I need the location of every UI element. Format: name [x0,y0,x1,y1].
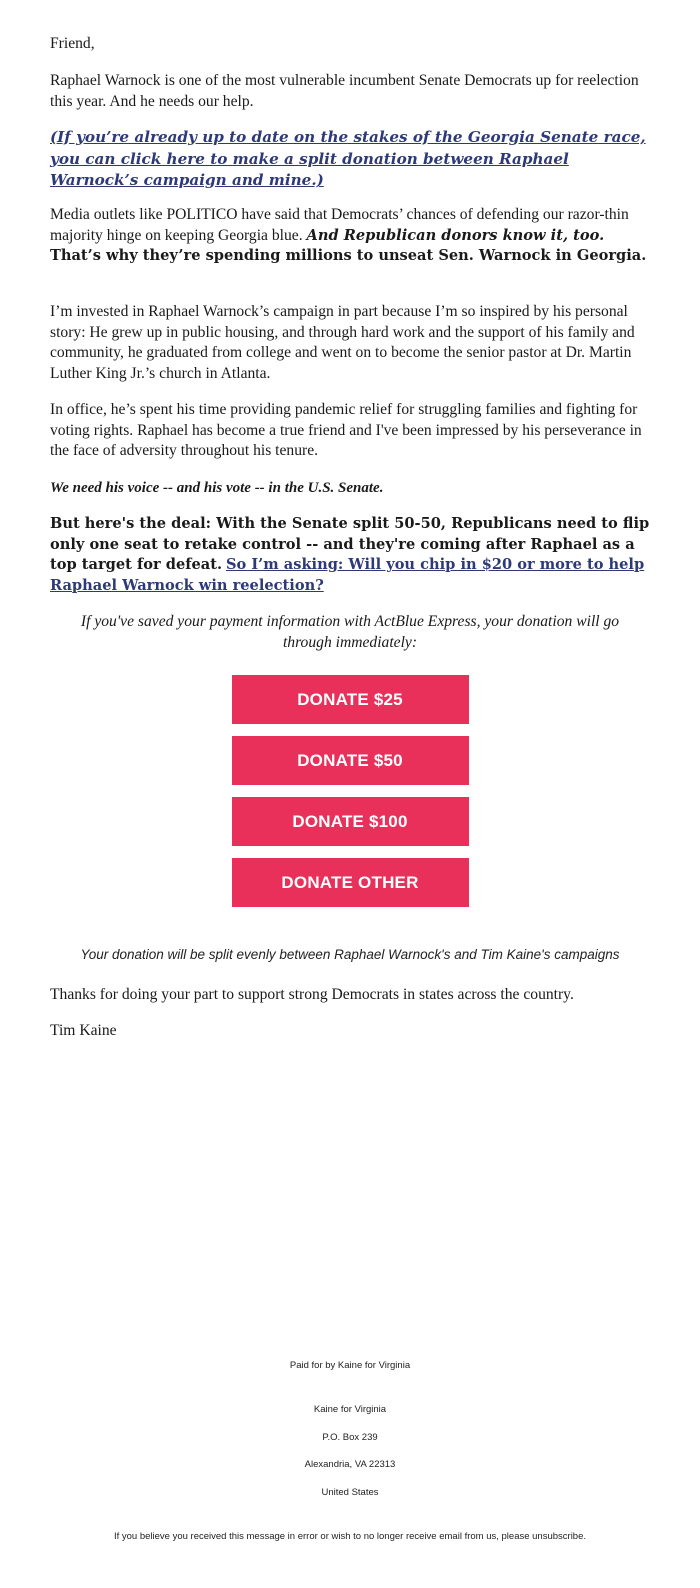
unsubscribe-line[interactable]: If you believe you received this message in error or wish to no longer receive email from us, please unsubscribe. [113,1531,587,1542]
donate-50-button[interactable]: DONATE $50 [232,736,469,785]
intro-paragraph: Raphael Warnock is one of the most vulnerable incumbent Senate Democrats up for reelection this year. And he needs our help. [50,72,639,110]
personal-story-paragraph: I’m invested in Raphael Warnock’s campaign in part because I’m so inspired by his personal story: He grew up in public housing, and through hard work and the support of his family and community, he graduated from college and went on to become the senior pastor at Dr. Martin Luther King Jr.’s church in Atlanta. [50,303,635,382]
thanks-paragraph: Thanks for doing your part to support strong Democrats in states across the country. [50,986,574,1003]
deal-text: But here's the deal: With the Senate split 50-50, Republicans need to flip only one seat to retake control -- and they're coming after Raphael as a top target for defeat. [50,515,650,574]
split-evenly-note: Your donation will be split evenly between Raphael Warnock's and Tim Kaine's campaigns [80,947,620,962]
donate-other-button[interactable]: DONATE OTHER [232,858,469,907]
chip-in-link[interactable]: So I’m asking: Will you chip in $20 or more to help Raphael Warnock win reelection? [50,556,645,594]
donate-buttons [0,675,700,907]
split-donation-link[interactable]: (If you’re already up to date on the stakes of the Georgia Senate race, you can click here to make a split donation between Raphael Warnock’s campaign and mine.) [50,128,646,190]
deal-paragraph [50,514,650,596]
donate-100-button[interactable]: DONATE $100 [232,797,469,846]
paid-for-line: Paid for by Kaine for Virginia [289,1360,411,1371]
media-text: Media outlets like POLITICO have said that Democrats’ chances of defending our razor-thin majority hinge on keeping Georgia blue. [50,206,629,244]
voice-vote-line: We need his voice -- and his vote -- in the U.S. Senate. [50,480,384,496]
org-name: Kaine for Virginia [313,1404,387,1415]
media-paragraph [50,205,650,267]
city-line: Alexandria, VA 22313 [304,1459,396,1470]
split-donation-paragraph [50,127,650,192]
spending-emphasis: That’s why they’re spending millions to unseat Sen. Warnock in Georgia. [50,247,647,265]
country-line: United States [321,1487,379,1498]
greeting: Friend, [50,35,95,52]
express-note: If you've saved your payment information with ActBlue Express, your donation will go through immediately: [80,613,620,651]
donors-emphasis: And Republican donors know it, too. [306,226,605,244]
donate-25-button[interactable]: DONATE $25 [232,675,469,724]
signature: Tim Kaine [50,1022,117,1039]
po-box: P.O. Box 239 [322,1432,378,1443]
office-paragraph: In office, he’s spent his time providing pandemic relief for struggling families and fighting for voting rights. Raphael has become a true friend and I've been impressed by his perseverance in the face of adversity throughout his tenure. [50,401,642,460]
